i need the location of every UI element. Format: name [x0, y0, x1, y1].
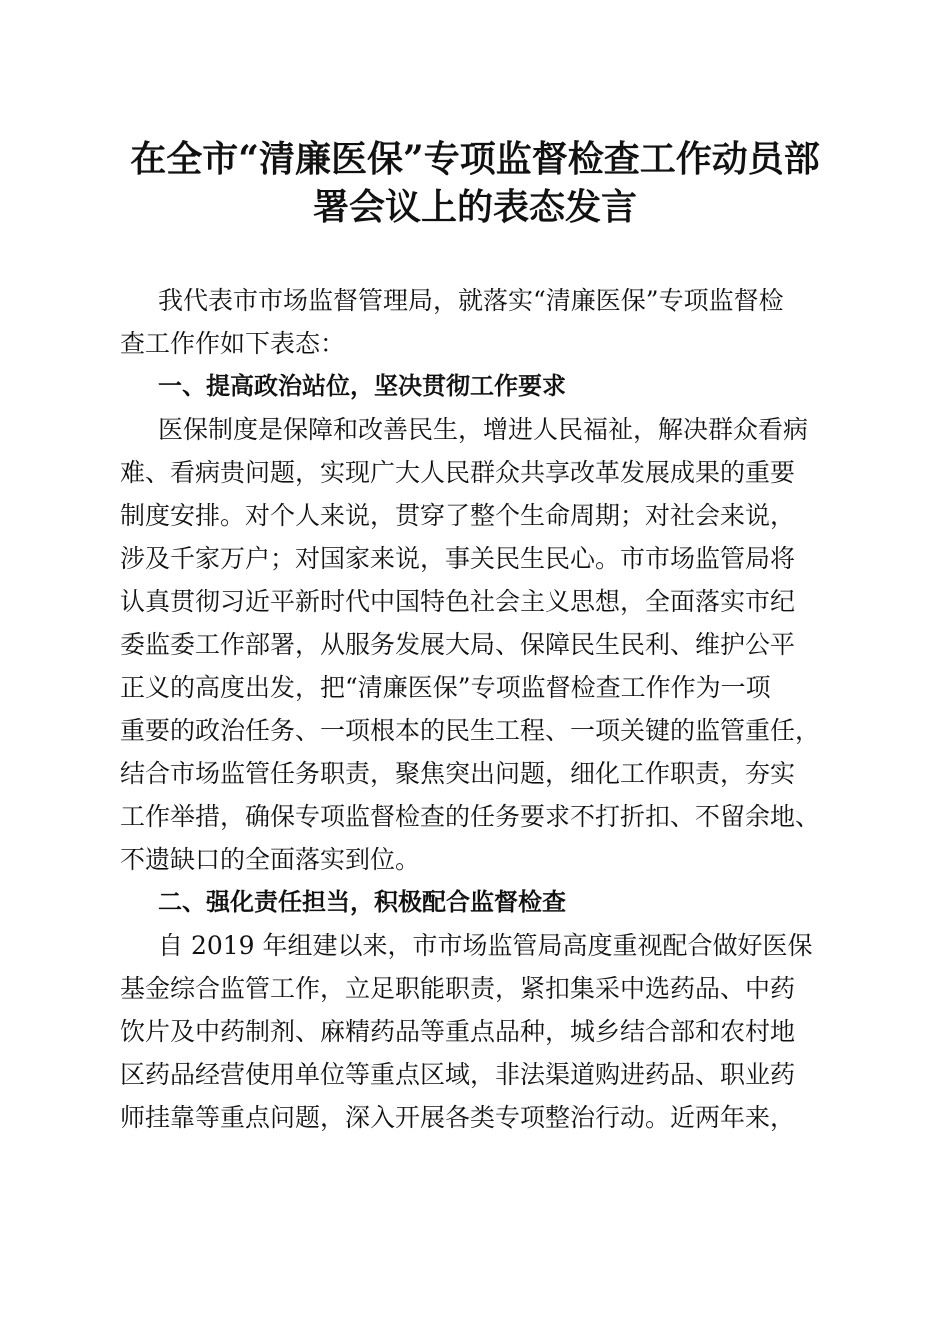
- section-1-line-6: 委监委工作部署，从服务发展大局、保障民生民利、维护公平: [120, 630, 796, 659]
- document-body: [120, 282, 840, 1182]
- title-line-1: 在全市“清廉医保”专项监督检查工作动员部: [130, 138, 820, 180]
- title-line-2: 署会议上的表态发言: [312, 186, 637, 228]
- document-title: [100, 135, 850, 231]
- section-1-line-8: 重要的政治任务、一项根本的民生工程、一项关键的监管重任，: [120, 716, 821, 745]
- section-1-line-1: 医保制度是保障和改善民生，增进人民福祉，解决群众看病: [158, 415, 809, 444]
- section-2-line-5: 师挂靠等重点问题，深入开展各类专项整治行动。近两年来，: [120, 1103, 796, 1132]
- section-1-line-7: 正义的高度出发，把“清廉医保”专项监督检查工作作为一项: [120, 673, 771, 702]
- section-heading-1: 一、提高政治站位，坚决贯彻工作要求: [158, 372, 566, 400]
- intro-line-2: 查工作作如下表态：: [120, 329, 346, 358]
- section-2-line-2: 基金综合监管工作，立足职能职责，紧扣集采中选药品、中药: [120, 974, 796, 1003]
- section-1-line-4: 涉及千家万户；对国家来说，事关民生民心。市市场监管局将: [120, 544, 796, 573]
- intro-line-1: 我代表市市场监督管理局，就落实“清廉医保”专项监督检: [158, 286, 784, 315]
- section-2-line-1: 自 2019 年组建以来，市市场监管局高度重视配合做好医保: [158, 931, 813, 960]
- section-1-line-2: 难、看病贵问题，实现广大人民群众共享改革发展成果的重要: [120, 458, 796, 487]
- section-1-line-9: 结合市场监管任务职责，聚焦突出问题，细化工作职责，夯实: [120, 759, 796, 788]
- section-1-line-5: 认真贯彻习近平新时代中国特色社会主义思想，全面落实市纪: [120, 587, 796, 616]
- section-1-line-3: 制度安排。对个人来说，贯穿了整个生命周期；对社会来说，: [120, 501, 796, 530]
- section-2-line-3: 饮片及中药制剂、麻精药品等重点品种，城乡结合部和农村地: [120, 1017, 796, 1046]
- section-2-line-4: 区药品经营使用单位等重点区域，非法渠道购进药品、职业药: [120, 1060, 796, 1089]
- section-1-line-11: 不遗缺口的全面落实到位。: [120, 845, 421, 874]
- section-1-line-10: 工作举措，确保专项监督检查的任务要求不打折扣、不留余地、: [120, 802, 821, 831]
- section-heading-2: 二、强化责任担当，积极配合监督检查: [158, 888, 566, 916]
